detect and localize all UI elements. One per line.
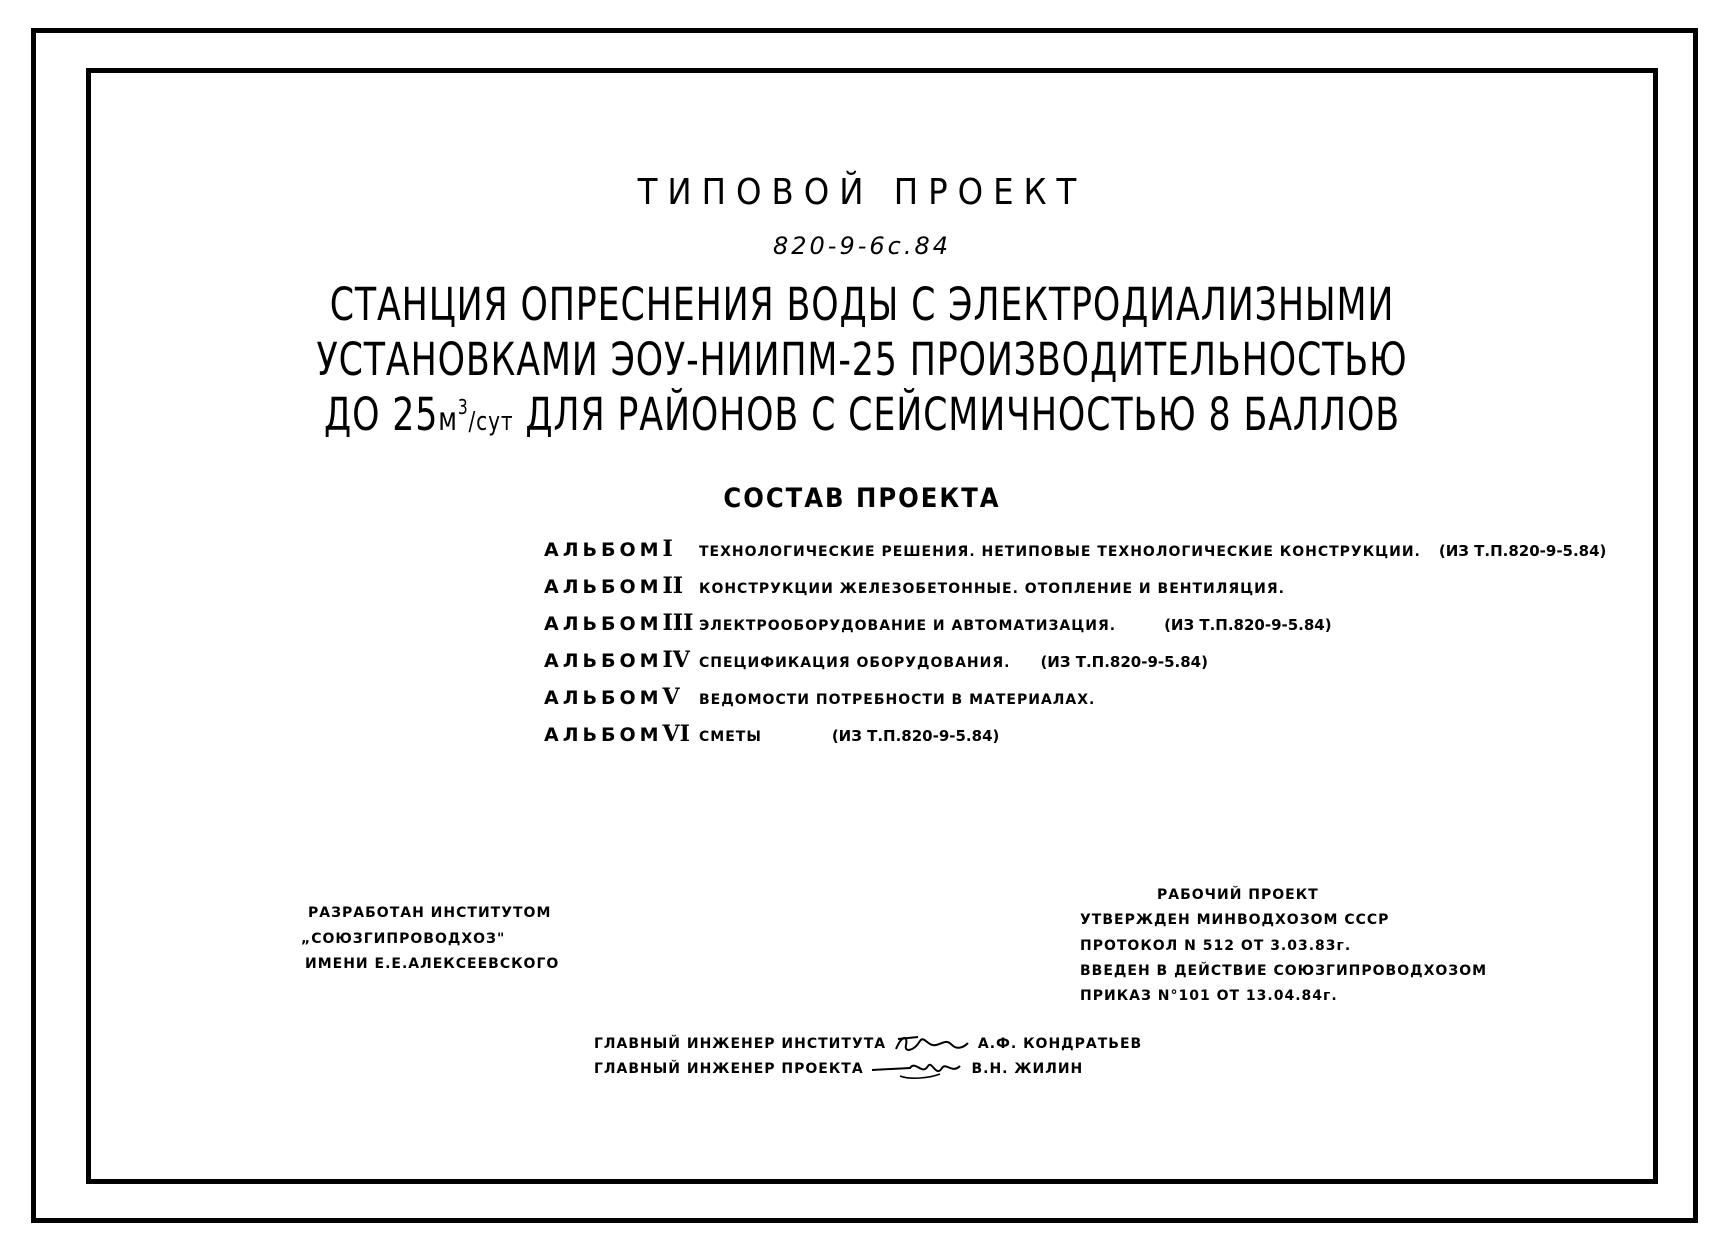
- composition-heading: СОСТАВ ПРОЕКТА: [723, 483, 1001, 514]
- album-description: ЭЛЕКТРООБОРУДОВАНИЕ И АВТОМАТИЗАЦИЯ.: [699, 618, 1117, 634]
- album-row: [544, 610, 1332, 640]
- signature-role: ГЛАВНЫЙ ИНЖЕНЕР ПРОЕКТА: [594, 1061, 864, 1077]
- approval-line-3: ПРОТОКОЛ N 512 ОТ 3.03.83г.: [1080, 938, 1352, 954]
- title-line-3-suffix: ДЛЯ РАЙОНОВ С СЕЙСМИЧНОСТЬЮ 8 БАЛЛОВ: [525, 388, 1400, 441]
- signature-name: В.Н. ЖИЛИН: [971, 1061, 1084, 1077]
- album-reference: (ИЗ Т.П.820-9-5.84): [1164, 616, 1332, 634]
- album-reference: (ИЗ Т.П.820-9-5.84): [1040, 653, 1208, 671]
- album-description: КОНСТРУКЦИИ ЖЕЛЕЗОБЕТОННЫЕ. ОТОПЛЕНИЕ И ВЕНТИЛЯЦИЯ.: [699, 581, 1285, 597]
- document-type: ТИПОВОЙ ПРОЕКТ: [637, 172, 1087, 213]
- document-code: 820-9-6с.84: [772, 232, 952, 260]
- unit-base: м: [438, 400, 458, 438]
- unit-sup: 3: [457, 395, 469, 419]
- album-label: АЛЬБОМVI: [544, 721, 690, 747]
- title-line-3: [121, 388, 1604, 441]
- title-line-3-prefix: ДО 25: [324, 388, 439, 441]
- title-line-2: УСТАНОВКАМИ ЭОУ-НИИПМ-25 ПРОИЗВОДИТЕЛЬНОСТЬЮ: [316, 333, 1408, 386]
- title-line-1: СТАНЦИЯ ОПРЕСНЕНИЯ ВОДЫ С ЭЛЕКТРОДИАЛИЗНЫМИ: [329, 278, 1395, 331]
- album-description: ТЕХНОЛОГИЧЕСКИЕ РЕШЕНИЯ. НЕТИПОВЫЕ ТЕХНОЛОГИЧЕСКИЕ КОНСТРУКЦИИ.: [699, 544, 1421, 560]
- approval-line-4: ВВЕДЕН В ДЕЙСТВИЕ СОЮЗГИПРОВОДХОЗОМ: [1080, 963, 1488, 979]
- unit-rest: /сут: [468, 407, 514, 437]
- album-reference: (ИЗ Т.П.820-9-5.84): [831, 727, 1000, 745]
- album-label: АЛЬБОМI: [544, 536, 673, 562]
- handwritten-signature-icon: [870, 1056, 966, 1082]
- approval-line-2: УТВЕРЖДЕН МИНВОДХОЗОМ СССР: [1080, 912, 1390, 928]
- album-row: [544, 573, 1303, 603]
- signature-name: А.Ф. КОНДРАТЬЕВ: [977, 1036, 1143, 1052]
- signature-row-chief-institute: [594, 1031, 1142, 1057]
- developer-line-2: „СОЮЗГИПРОВОДХОЗ": [301, 931, 506, 947]
- album-label: АЛЬБОМIII: [544, 610, 694, 636]
- album-label: АЛЬБОМII: [544, 573, 684, 599]
- album-row: [544, 721, 999, 751]
- album-description: СМЕТЫ: [699, 729, 762, 745]
- developer-line-3: ИМЕНИ Е.Е.АЛЕКСЕЕВСКОГО: [305, 956, 560, 972]
- album-description: ВЕДОМОСТИ ПОТРЕБНОСТИ В МАТЕРИАЛАХ.: [699, 692, 1096, 708]
- signature-role: ГЛАВНЫЙ ИНЖЕНЕР ИНСТИТУТА: [594, 1036, 887, 1052]
- developer-line-1: РАЗРАБОТАН ИНСТИТУТОМ: [308, 905, 552, 921]
- album-reference: (ИЗ Т.П.820-9-5.84): [1438, 542, 1607, 560]
- album-description: СПЕЦИФИКАЦИЯ ОБОРУДОВАНИЯ.: [699, 655, 1011, 671]
- signature-row-chief-project: [594, 1056, 1083, 1082]
- album-label: АЛЬБОМV: [544, 684, 680, 710]
- album-row: [544, 647, 1208, 677]
- album-row: [544, 684, 1113, 714]
- approval-line-1: РАБОЧИЙ ПРОЕКТ: [1157, 887, 1319, 903]
- handwritten-signature-icon: [892, 1031, 972, 1057]
- approval-line-5: ПРИКАЗ N°101 ОТ 13.04.84г.: [1080, 988, 1338, 1004]
- album-row: [544, 536, 1606, 566]
- album-label: АЛЬБОМIV: [544, 647, 690, 673]
